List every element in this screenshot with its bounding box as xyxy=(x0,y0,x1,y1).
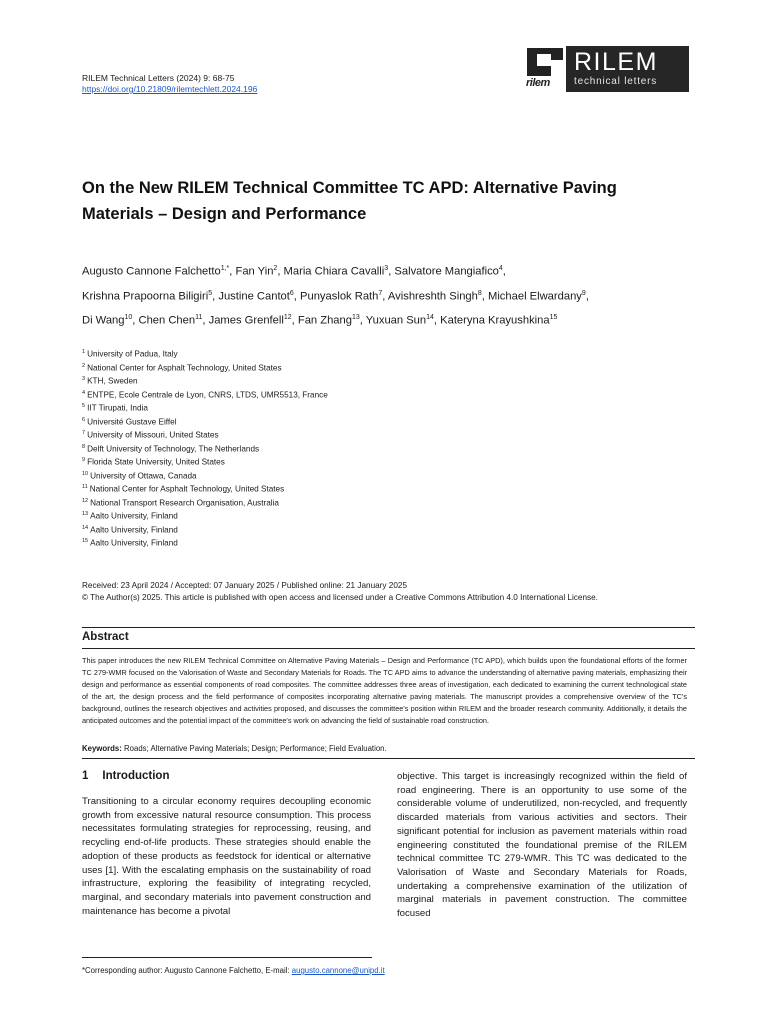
author-name: Justine Cantot xyxy=(218,290,290,303)
publication-info xyxy=(82,580,702,604)
abstract-top-rule xyxy=(82,627,695,628)
affiliation-number: 13 xyxy=(82,511,89,518)
author-separator: , xyxy=(212,290,219,303)
affiliation-text: KTH, Sweden xyxy=(87,376,138,386)
author-affiliation-marker: 5 xyxy=(208,289,213,297)
affiliation-text: Aalto University, Finland xyxy=(90,525,178,535)
author-name: Krishna Prapoorna Biligiri xyxy=(82,290,209,303)
affiliation-number: 2 xyxy=(82,362,86,369)
author-affiliation-marker: 3 xyxy=(384,265,389,272)
affiliation-item xyxy=(82,482,692,496)
author-name: Maria Chiara Cavalli xyxy=(283,265,385,278)
paper-title: On the New RILEM Technical Committee TC APD: Alternative Paving Materials – Design and Performance xyxy=(82,179,617,223)
affiliation-text: University of Ottawa, Canada xyxy=(90,471,197,481)
affiliation-text: ENTPE, Ecole Centrale de Lyon, CNRS, LTDS, UMR5513, France xyxy=(87,390,328,400)
author-name: Kateryna Krayushkina xyxy=(440,315,550,328)
affiliation-item xyxy=(82,401,692,415)
author-name: Di Wang xyxy=(82,315,125,328)
keywords xyxy=(82,744,387,753)
author-affiliation-marker: 13 xyxy=(351,314,360,322)
author-name: Punyaslok Rath xyxy=(300,290,379,303)
author-separator: , xyxy=(132,315,139,328)
footnote-label: *Corresponding author: Augusto Cannone Falchetto, E-mail: xyxy=(82,966,290,975)
author-separator: , xyxy=(277,265,284,278)
author-name: James Grenfell xyxy=(208,315,284,328)
author-affiliation-marker: 1,* xyxy=(220,265,230,272)
author-affiliation-marker: 14 xyxy=(426,314,434,322)
author-affiliation-marker: 2 xyxy=(273,265,278,272)
doi-link[interactable]: https://doi.org/10.21809/rilemtechlett.2024.196 xyxy=(82,84,258,94)
author-separator: , xyxy=(293,290,301,303)
affiliation-number: 3 xyxy=(82,376,86,383)
author-name: Augusto Cannone Falchetto xyxy=(82,265,221,278)
body-text-left: Transitioning to a circular economy requires decoupling economic growth from excessive natural resource consumption. This process necessitates formulating strategies for reprocessing, reusing, and recycling end-of-life products. These strategies should enable the adoption of these products as feedstock for identical or alternative uses [1]. With the escalating emphasis on the sustainability of road infrastructure, exploring the feasibility of integrating recycled, marginal, and secondary materials into pavement construction and maintenance has become a pivotal xyxy=(82,796,371,917)
rilem-logo xyxy=(524,46,689,92)
affiliation-number: 1 xyxy=(82,349,86,355)
affiliation-text: Aalto University, Finland xyxy=(90,512,178,522)
author-affiliation-marker: 4 xyxy=(498,265,503,272)
affiliation-item xyxy=(82,374,692,388)
affiliation-item xyxy=(82,347,692,361)
section-heading xyxy=(82,770,169,782)
footnote-rule xyxy=(82,957,372,958)
affiliation-text: Aalto University, Finland xyxy=(90,539,178,549)
affiliation-item xyxy=(82,455,692,469)
journal-citation: RILEM Technical Letters (2024) 9: 68-75 xyxy=(82,73,235,83)
affiliation-number: 7 xyxy=(82,430,86,437)
affiliation-number: 15 xyxy=(82,538,89,545)
author-affiliation-marker: 11 xyxy=(195,314,203,322)
author-name: Chen Chen xyxy=(138,315,196,328)
affiliation-text: University of Missouri, United States xyxy=(87,430,219,440)
author-affiliation-marker: 8 xyxy=(477,289,482,297)
affiliation-text: University of Padua, Italy xyxy=(87,349,178,359)
affiliation-item xyxy=(82,536,692,550)
author-separator: , xyxy=(585,290,589,303)
author-separator: , xyxy=(291,315,298,328)
license-statement: © The Author(s) 2025. This article is published with open access and licensed under a Creative Commons Attribution 4.0 International License. xyxy=(82,593,598,602)
author-separator: , xyxy=(229,265,236,278)
author-affiliation-marker: 9 xyxy=(581,289,586,297)
affiliation-item xyxy=(82,509,692,523)
footnote xyxy=(82,966,385,975)
abstract-heading-rule xyxy=(82,648,695,649)
author-list xyxy=(82,258,692,332)
affiliation-number: 4 xyxy=(82,389,86,396)
author-name: Fan Yin xyxy=(235,265,274,278)
author-separator: , xyxy=(502,265,506,278)
affiliation-text: Delft University of Technology, The Netherlands xyxy=(87,444,260,454)
affiliation-text: National Center for Asphalt Technology, United States xyxy=(89,485,285,495)
logo-subtitle: technical letters xyxy=(574,76,658,87)
author-separator: , xyxy=(359,315,366,328)
author-affiliation-marker: 15 xyxy=(549,314,558,322)
section-number: 1 xyxy=(82,770,89,782)
logo-name: RILEM xyxy=(574,48,658,76)
author-separator: , xyxy=(202,315,209,328)
author-name: Salvatore Mangiafico xyxy=(394,265,499,278)
author-affiliation-marker: 6 xyxy=(289,289,294,297)
author-affiliation-marker: 7 xyxy=(378,289,383,297)
author-name: Fan Zhang xyxy=(297,315,352,328)
affiliation-number: 12 xyxy=(82,497,89,504)
author-separator: , xyxy=(481,290,488,303)
abstract-heading: Abstract xyxy=(82,631,129,643)
publication-dates: Received: 23 April 2024 / Accepted: 07 January 2025 / Published online: 21 January 2025 xyxy=(82,581,407,590)
affiliation-number: 6 xyxy=(82,416,86,423)
affiliation-number: 11 xyxy=(82,484,88,491)
affiliation-text: Université Gustave Eiffel xyxy=(87,417,177,427)
logo-mark-text: rilem xyxy=(526,77,550,89)
journal-info xyxy=(82,73,257,95)
affiliation-text: National Center for Asphalt Technology, United States xyxy=(87,363,282,373)
rilem-mark-icon xyxy=(524,46,566,92)
section-title: Introduction xyxy=(102,770,170,782)
author-separator: , xyxy=(382,290,388,303)
body-text-right: objective. This target is increasingly recognized within the field of road engineering. There is an opportunity to use some of the considerable volume of underutilized, non-recycled, and frequently discarded materials from various activities and sectors. Their significant potential for inclusion as pavement materials within road engineering constituted the foundational premise of the RILEM technical committee TC 279-WMR. This TC was dedicated to the Valorisation of Waste and Secondary Materials for Roads, undertaking a comprehensive examination of the utilization of marginal materials in pavement construction. The committee focused xyxy=(397,771,687,920)
affiliation-item xyxy=(82,469,692,483)
abstract-bottom-rule xyxy=(82,758,695,759)
affiliation-number: 9 xyxy=(82,457,86,464)
affiliation-text: Florida State University, United States xyxy=(87,457,225,467)
keywords-label: Keywords: xyxy=(82,744,122,753)
author-affiliation-marker: 12 xyxy=(283,314,292,322)
affiliation-item xyxy=(82,388,692,402)
affiliation-item xyxy=(82,361,692,375)
author-name: Yuxuan Sun xyxy=(365,315,427,328)
author-affiliation-marker: 10 xyxy=(124,314,133,322)
author-separator: , xyxy=(388,265,395,278)
affiliation-item xyxy=(82,496,692,510)
affiliation-list xyxy=(82,347,692,550)
affiliation-number: 8 xyxy=(82,443,86,450)
affiliation-number: 14 xyxy=(82,524,89,531)
affiliation-text: National Transport Research Organisation, Australia xyxy=(90,498,279,508)
author-separator: , xyxy=(433,315,441,328)
logo-wordmark xyxy=(566,46,689,92)
affiliation-text: IIT Tirupati, India xyxy=(87,403,148,413)
affiliation-item xyxy=(82,428,692,442)
affiliation-number: 10 xyxy=(82,470,89,477)
affiliation-item xyxy=(82,415,692,429)
affiliation-item xyxy=(82,442,692,456)
author-name: Michael Elwardany xyxy=(488,290,582,303)
author-name: Avishreshth Singh xyxy=(387,290,478,303)
affiliation-item xyxy=(82,523,692,537)
affiliation-number: 5 xyxy=(82,403,86,410)
corresponding-email-link[interactable]: augusto.cannone@unipd.it xyxy=(291,966,385,975)
keywords-list: Roads; Alternative Paving Materials; Design; Performance; Field Evaluation. xyxy=(124,744,387,753)
abstract-text: This paper introduces the new RILEM Technical Committee on Alternative Paving Materials – Design and Performance (TC APD), which builds upon the foundational efforts of the former TC 279-WMR focused on the Valorisation of Waste and Secondary Materials for Roads. The TC APD aims to advance the understanding of alternative paving materials, emphasizing their design and performance as essential components of road composites. The committee addresses three areas of investigation, each dedicated to examining the current technological state of the art, the design process and the field performance of composites incorporating alternative paving materials. The manuscript provides a comprehensive overview of the TC's background, outlines the research objectives and activities proposed, and discusses the committee's position within RILEM and the broader research community. Additionally, it details the anticipated outcomes and the potential impact of the committee's work on advancing the field of sustainable road construction. xyxy=(82,656,687,725)
